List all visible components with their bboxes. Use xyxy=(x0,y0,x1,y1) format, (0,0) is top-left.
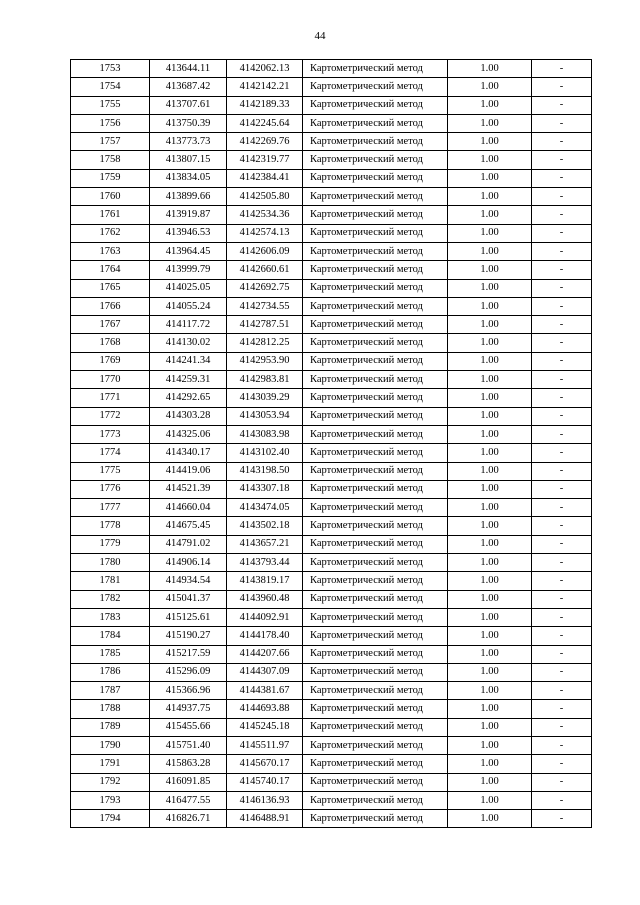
method-cell: Картометрический метод xyxy=(303,169,448,187)
description-cell: - xyxy=(532,462,592,480)
accuracy-cell: 1.00 xyxy=(448,242,532,260)
method-cell: Картометрический метод xyxy=(303,334,448,352)
x-coordinate-cell: 413999.79 xyxy=(150,261,227,279)
accuracy-cell: 1.00 xyxy=(448,572,532,590)
x-coordinate-cell: 414521.39 xyxy=(150,480,227,498)
method-cell: Картометрический метод xyxy=(303,242,448,260)
method-cell: Картометрический метод xyxy=(303,60,448,78)
y-coordinate-cell: 4143793.44 xyxy=(227,554,303,572)
point-number-cell: 1779 xyxy=(71,535,150,553)
x-coordinate-cell: 414117.72 xyxy=(150,316,227,334)
x-coordinate-cell: 414259.31 xyxy=(150,371,227,389)
y-coordinate-cell: 4145670.17 xyxy=(227,755,303,773)
description-cell: - xyxy=(532,334,592,352)
x-coordinate-cell: 413946.53 xyxy=(150,224,227,242)
table-row xyxy=(71,316,592,334)
y-coordinate-cell: 4145245.18 xyxy=(227,718,303,736)
point-number-cell: 1761 xyxy=(71,206,150,224)
x-coordinate-cell: 413707.61 xyxy=(150,96,227,114)
table-row xyxy=(71,133,592,151)
table-row xyxy=(71,627,592,645)
point-number-cell: 1789 xyxy=(71,718,150,736)
method-cell: Картометрический метод xyxy=(303,444,448,462)
y-coordinate-cell: 4146488.91 xyxy=(227,810,303,828)
method-cell: Картометрический метод xyxy=(303,700,448,718)
y-coordinate-cell: 4144381.67 xyxy=(227,682,303,700)
y-coordinate-cell: 4146136.93 xyxy=(227,791,303,809)
method-cell: Картометрический метод xyxy=(303,188,448,206)
y-coordinate-cell: 4144207.66 xyxy=(227,645,303,663)
table-row xyxy=(71,700,592,718)
table-row xyxy=(71,810,592,828)
accuracy-cell: 1.00 xyxy=(448,608,532,626)
x-coordinate-cell: 414303.28 xyxy=(150,407,227,425)
accuracy-cell: 1.00 xyxy=(448,261,532,279)
point-number-cell: 1763 xyxy=(71,242,150,260)
method-cell: Картометрический метод xyxy=(303,78,448,96)
point-number-cell: 1760 xyxy=(71,188,150,206)
method-cell: Картометрический метод xyxy=(303,151,448,169)
table-row xyxy=(71,480,592,498)
method-cell: Картометрический метод xyxy=(303,682,448,700)
table-row xyxy=(71,297,592,315)
y-coordinate-cell: 4142574.13 xyxy=(227,224,303,242)
table-row xyxy=(71,242,592,260)
table-row xyxy=(71,791,592,809)
y-coordinate-cell: 4142734.55 xyxy=(227,297,303,315)
method-cell: Картометрический метод xyxy=(303,352,448,370)
y-coordinate-cell: 4143198.50 xyxy=(227,462,303,480)
y-coordinate-cell: 4143960.48 xyxy=(227,590,303,608)
point-number-cell: 1767 xyxy=(71,316,150,334)
method-cell: Картометрический метод xyxy=(303,133,448,151)
y-coordinate-cell: 4142692.75 xyxy=(227,279,303,297)
description-cell: - xyxy=(532,133,592,151)
accuracy-cell: 1.00 xyxy=(448,791,532,809)
accuracy-cell: 1.00 xyxy=(448,718,532,736)
table-row xyxy=(71,554,592,572)
y-coordinate-cell: 4142505.80 xyxy=(227,188,303,206)
accuracy-cell: 1.00 xyxy=(448,425,532,443)
table-row xyxy=(71,663,592,681)
x-coordinate-cell: 416477.55 xyxy=(150,791,227,809)
accuracy-cell: 1.00 xyxy=(448,480,532,498)
description-cell: - xyxy=(532,169,592,187)
y-coordinate-cell: 4143502.18 xyxy=(227,517,303,535)
accuracy-cell: 1.00 xyxy=(448,206,532,224)
method-cell: Картометрический метод xyxy=(303,279,448,297)
description-cell: - xyxy=(532,352,592,370)
x-coordinate-cell: 414292.65 xyxy=(150,389,227,407)
point-number-cell: 1784 xyxy=(71,627,150,645)
x-coordinate-cell: 413834.05 xyxy=(150,169,227,187)
x-coordinate-cell: 414130.02 xyxy=(150,334,227,352)
description-cell: - xyxy=(532,663,592,681)
y-coordinate-cell: 4143657.21 xyxy=(227,535,303,553)
accuracy-cell: 1.00 xyxy=(448,133,532,151)
x-coordinate-cell: 415366.96 xyxy=(150,682,227,700)
point-number-cell: 1787 xyxy=(71,682,150,700)
table-row xyxy=(71,608,592,626)
method-cell: Картометрический метод xyxy=(303,535,448,553)
y-coordinate-cell: 4144178.40 xyxy=(227,627,303,645)
point-number-cell: 1756 xyxy=(71,114,150,132)
table-row xyxy=(71,151,592,169)
table-row xyxy=(71,169,592,187)
method-cell: Картометрический метод xyxy=(303,773,448,791)
accuracy-cell: 1.00 xyxy=(448,352,532,370)
x-coordinate-cell: 414241.34 xyxy=(150,352,227,370)
x-coordinate-cell: 415125.61 xyxy=(150,608,227,626)
point-number-cell: 1782 xyxy=(71,590,150,608)
y-coordinate-cell: 4145511.97 xyxy=(227,736,303,754)
table-row xyxy=(71,718,592,736)
method-cell: Картометрический метод xyxy=(303,791,448,809)
point-number-cell: 1759 xyxy=(71,169,150,187)
method-cell: Картометрический метод xyxy=(303,608,448,626)
method-cell: Картометрический метод xyxy=(303,627,448,645)
description-cell: - xyxy=(532,682,592,700)
accuracy-cell: 1.00 xyxy=(448,279,532,297)
method-cell: Картометрический метод xyxy=(303,663,448,681)
y-coordinate-cell: 4143039.29 xyxy=(227,389,303,407)
accuracy-cell: 1.00 xyxy=(448,517,532,535)
accuracy-cell: 1.00 xyxy=(448,334,532,352)
description-cell: - xyxy=(532,389,592,407)
accuracy-cell: 1.00 xyxy=(448,499,532,517)
description-cell: - xyxy=(532,96,592,114)
method-cell: Картометрический метод xyxy=(303,810,448,828)
x-coordinate-cell: 414660.04 xyxy=(150,499,227,517)
method-cell: Картометрический метод xyxy=(303,206,448,224)
description-cell: - xyxy=(532,700,592,718)
method-cell: Картометрический метод xyxy=(303,718,448,736)
table-row xyxy=(71,188,592,206)
x-coordinate-cell: 415455.66 xyxy=(150,718,227,736)
x-coordinate-cell: 414791.02 xyxy=(150,535,227,553)
accuracy-cell: 1.00 xyxy=(448,96,532,114)
description-cell: - xyxy=(532,78,592,96)
description-cell: - xyxy=(532,242,592,260)
y-coordinate-cell: 4142062.13 xyxy=(227,60,303,78)
accuracy-cell: 1.00 xyxy=(448,627,532,645)
table-row xyxy=(71,371,592,389)
method-cell: Картометрический метод xyxy=(303,224,448,242)
accuracy-cell: 1.00 xyxy=(448,151,532,169)
point-number-cell: 1793 xyxy=(71,791,150,809)
accuracy-cell: 1.00 xyxy=(448,297,532,315)
description-cell: - xyxy=(532,535,592,553)
description-cell: - xyxy=(532,608,592,626)
point-number-cell: 1792 xyxy=(71,773,150,791)
description-cell: - xyxy=(532,316,592,334)
description-cell: - xyxy=(532,151,592,169)
description-cell: - xyxy=(532,188,592,206)
y-coordinate-cell: 4142189.33 xyxy=(227,96,303,114)
description-cell: - xyxy=(532,590,592,608)
y-coordinate-cell: 4142812.25 xyxy=(227,334,303,352)
description-cell: - xyxy=(532,444,592,462)
point-number-cell: 1777 xyxy=(71,499,150,517)
table-row xyxy=(71,96,592,114)
y-coordinate-cell: 4142983.81 xyxy=(227,371,303,389)
method-cell: Картометрический метод xyxy=(303,645,448,663)
accuracy-cell: 1.00 xyxy=(448,407,532,425)
point-number-cell: 1780 xyxy=(71,554,150,572)
table-body xyxy=(71,60,592,828)
point-number-cell: 1791 xyxy=(71,755,150,773)
point-number-cell: 1785 xyxy=(71,645,150,663)
point-number-cell: 1757 xyxy=(71,133,150,151)
description-cell: - xyxy=(532,297,592,315)
x-coordinate-cell: 415751.40 xyxy=(150,736,227,754)
description-cell: - xyxy=(532,279,592,297)
method-cell: Картометрический метод xyxy=(303,736,448,754)
accuracy-cell: 1.00 xyxy=(448,60,532,78)
method-cell: Картометрический метод xyxy=(303,554,448,572)
y-coordinate-cell: 4143102.40 xyxy=(227,444,303,462)
point-number-cell: 1755 xyxy=(71,96,150,114)
accuracy-cell: 1.00 xyxy=(448,444,532,462)
point-number-cell: 1765 xyxy=(71,279,150,297)
accuracy-cell: 1.00 xyxy=(448,810,532,828)
point-number-cell: 1783 xyxy=(71,608,150,626)
accuracy-cell: 1.00 xyxy=(448,535,532,553)
accuracy-cell: 1.00 xyxy=(448,554,532,572)
x-coordinate-cell: 414906.14 xyxy=(150,554,227,572)
description-cell: - xyxy=(532,224,592,242)
description-cell: - xyxy=(532,627,592,645)
accuracy-cell: 1.00 xyxy=(448,773,532,791)
y-coordinate-cell: 4144307.09 xyxy=(227,663,303,681)
y-coordinate-cell: 4143819.17 xyxy=(227,572,303,590)
x-coordinate-cell: 413899.66 xyxy=(150,188,227,206)
point-number-cell: 1775 xyxy=(71,462,150,480)
point-number-cell: 1781 xyxy=(71,572,150,590)
point-number-cell: 1788 xyxy=(71,700,150,718)
x-coordinate-cell: 415041.37 xyxy=(150,590,227,608)
method-cell: Картометрический метод xyxy=(303,114,448,132)
y-coordinate-cell: 4144693.88 xyxy=(227,700,303,718)
accuracy-cell: 1.00 xyxy=(448,188,532,206)
x-coordinate-cell: 416091.85 xyxy=(150,773,227,791)
table-row xyxy=(71,389,592,407)
y-coordinate-cell: 4143053.94 xyxy=(227,407,303,425)
method-cell: Картометрический метод xyxy=(303,517,448,535)
table-row xyxy=(71,755,592,773)
description-cell: - xyxy=(532,206,592,224)
y-coordinate-cell: 4142953.90 xyxy=(227,352,303,370)
description-cell: - xyxy=(532,425,592,443)
x-coordinate-cell: 416826.71 xyxy=(150,810,227,828)
method-cell: Картометрический метод xyxy=(303,755,448,773)
method-cell: Картометрический метод xyxy=(303,389,448,407)
method-cell: Картометрический метод xyxy=(303,572,448,590)
table-row xyxy=(71,78,592,96)
y-coordinate-cell: 4142660.61 xyxy=(227,261,303,279)
point-number-cell: 1778 xyxy=(71,517,150,535)
point-number-cell: 1774 xyxy=(71,444,150,462)
accuracy-cell: 1.00 xyxy=(448,78,532,96)
accuracy-cell: 1.00 xyxy=(448,736,532,754)
accuracy-cell: 1.00 xyxy=(448,224,532,242)
point-number-cell: 1769 xyxy=(71,352,150,370)
table-row xyxy=(71,279,592,297)
table-row xyxy=(71,425,592,443)
description-cell: - xyxy=(532,810,592,828)
page-number: 44 xyxy=(314,30,326,42)
point-number-cell: 1776 xyxy=(71,480,150,498)
x-coordinate-cell: 415296.09 xyxy=(150,663,227,681)
description-cell: - xyxy=(532,791,592,809)
accuracy-cell: 1.00 xyxy=(448,700,532,718)
accuracy-cell: 1.00 xyxy=(448,462,532,480)
table-row xyxy=(71,645,592,663)
accuracy-cell: 1.00 xyxy=(448,663,532,681)
method-cell: Картометрический метод xyxy=(303,297,448,315)
table-row xyxy=(71,352,592,370)
y-coordinate-cell: 4142384.41 xyxy=(227,169,303,187)
y-coordinate-cell: 4142606.09 xyxy=(227,242,303,260)
table-row xyxy=(71,444,592,462)
point-number-cell: 1758 xyxy=(71,151,150,169)
description-cell: - xyxy=(532,572,592,590)
table-row xyxy=(71,590,592,608)
accuracy-cell: 1.00 xyxy=(448,755,532,773)
x-coordinate-cell: 413919.87 xyxy=(150,206,227,224)
description-cell: - xyxy=(532,554,592,572)
method-cell: Картометрический метод xyxy=(303,590,448,608)
method-cell: Картометрический метод xyxy=(303,499,448,517)
y-coordinate-cell: 4145740.17 xyxy=(227,773,303,791)
point-number-cell: 1786 xyxy=(71,663,150,681)
accuracy-cell: 1.00 xyxy=(448,590,532,608)
x-coordinate-cell: 414025.05 xyxy=(150,279,227,297)
method-cell: Картометрический метод xyxy=(303,407,448,425)
x-coordinate-cell: 414055.24 xyxy=(150,297,227,315)
y-coordinate-cell: 4143474.05 xyxy=(227,499,303,517)
description-cell: - xyxy=(532,480,592,498)
x-coordinate-cell: 415863.28 xyxy=(150,755,227,773)
coordinates-table xyxy=(70,59,592,828)
point-number-cell: 1766 xyxy=(71,297,150,315)
table-row xyxy=(71,60,592,78)
x-coordinate-cell: 414934.54 xyxy=(150,572,227,590)
description-cell: - xyxy=(532,261,592,279)
point-number-cell: 1753 xyxy=(71,60,150,78)
table-row xyxy=(71,407,592,425)
x-coordinate-cell: 413964.45 xyxy=(150,242,227,260)
y-coordinate-cell: 4142319.77 xyxy=(227,151,303,169)
table-row xyxy=(71,261,592,279)
method-cell: Картометрический метод xyxy=(303,261,448,279)
table-row xyxy=(71,736,592,754)
x-coordinate-cell: 413687.42 xyxy=(150,78,227,96)
y-coordinate-cell: 4142142.21 xyxy=(227,78,303,96)
x-coordinate-cell: 413807.15 xyxy=(150,151,227,169)
y-coordinate-cell: 4142787.51 xyxy=(227,316,303,334)
x-coordinate-cell: 415217.59 xyxy=(150,645,227,663)
x-coordinate-cell: 413644.11 xyxy=(150,60,227,78)
y-coordinate-cell: 4142245.64 xyxy=(227,114,303,132)
x-coordinate-cell: 413773.73 xyxy=(150,133,227,151)
description-cell: - xyxy=(532,517,592,535)
x-coordinate-cell: 414937.75 xyxy=(150,700,227,718)
accuracy-cell: 1.00 xyxy=(448,169,532,187)
point-number-cell: 1762 xyxy=(71,224,150,242)
table-row xyxy=(71,114,592,132)
table-row xyxy=(71,572,592,590)
description-cell: - xyxy=(532,645,592,663)
x-coordinate-cell: 414675.45 xyxy=(150,517,227,535)
point-number-cell: 1771 xyxy=(71,389,150,407)
x-coordinate-cell: 414340.17 xyxy=(150,444,227,462)
accuracy-cell: 1.00 xyxy=(448,645,532,663)
accuracy-cell: 1.00 xyxy=(448,114,532,132)
point-number-cell: 1790 xyxy=(71,736,150,754)
y-coordinate-cell: 4144092.91 xyxy=(227,608,303,626)
x-coordinate-cell: 413750.39 xyxy=(150,114,227,132)
table-row xyxy=(71,224,592,242)
method-cell: Картометрический метод xyxy=(303,480,448,498)
accuracy-cell: 1.00 xyxy=(448,371,532,389)
point-number-cell: 1773 xyxy=(71,425,150,443)
x-coordinate-cell: 414419.06 xyxy=(150,462,227,480)
description-cell: - xyxy=(532,736,592,754)
point-number-cell: 1794 xyxy=(71,810,150,828)
description-cell: - xyxy=(532,371,592,389)
description-cell: - xyxy=(532,773,592,791)
y-coordinate-cell: 4143083.98 xyxy=(227,425,303,443)
table-row xyxy=(71,334,592,352)
method-cell: Картометрический метод xyxy=(303,316,448,334)
table-row xyxy=(71,462,592,480)
x-coordinate-cell: 415190.27 xyxy=(150,627,227,645)
point-number-cell: 1768 xyxy=(71,334,150,352)
accuracy-cell: 1.00 xyxy=(448,389,532,407)
accuracy-cell: 1.00 xyxy=(448,682,532,700)
y-coordinate-cell: 4142534.36 xyxy=(227,206,303,224)
point-number-cell: 1754 xyxy=(71,78,150,96)
point-number-cell: 1770 xyxy=(71,371,150,389)
description-cell: - xyxy=(532,60,592,78)
method-cell: Картометрический метод xyxy=(303,371,448,389)
table-row xyxy=(71,535,592,553)
table-row xyxy=(71,517,592,535)
description-cell: - xyxy=(532,718,592,736)
method-cell: Картометрический метод xyxy=(303,462,448,480)
table-row xyxy=(71,499,592,517)
point-number-cell: 1772 xyxy=(71,407,150,425)
description-cell: - xyxy=(532,499,592,517)
method-cell: Картометрический метод xyxy=(303,425,448,443)
y-coordinate-cell: 4143307.18 xyxy=(227,480,303,498)
x-coordinate-cell: 414325.06 xyxy=(150,425,227,443)
description-cell: - xyxy=(532,407,592,425)
method-cell: Картометрический метод xyxy=(303,96,448,114)
point-number-cell: 1764 xyxy=(71,261,150,279)
table-row xyxy=(71,773,592,791)
description-cell: - xyxy=(532,755,592,773)
table-row xyxy=(71,206,592,224)
description-cell: - xyxy=(532,114,592,132)
accuracy-cell: 1.00 xyxy=(448,316,532,334)
y-coordinate-cell: 4142269.76 xyxy=(227,133,303,151)
table-row xyxy=(71,682,592,700)
